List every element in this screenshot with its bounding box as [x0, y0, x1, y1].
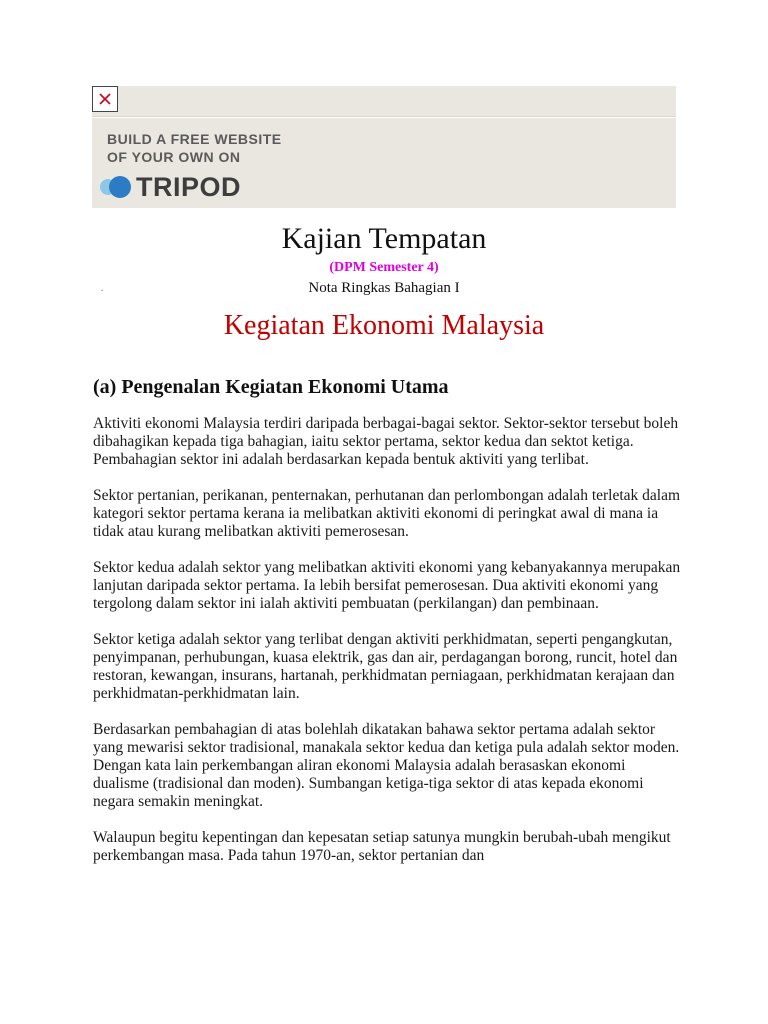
paragraph: Walaupun begitu kepentingan dan kepesatan setiap satunya mungkin berubah-ubah mengikut perkembangan masa. Pada tahun 1970-an, sektor pertanian dan: [93, 829, 671, 864]
stray-dot: .: [101, 283, 104, 294]
close-x-icon[interactable]: [92, 86, 118, 112]
section-title: Kegiatan Ekonomi Malaysia: [223, 310, 545, 341]
page-title: Kajian Tempatan: [281, 222, 487, 255]
paragraph: Sektor pertanian, perikanan, penternakan, perhutanan dan perlombongan adalah terletak dalam kategori sektor pertama kerana ia melibatkan aktiviti ekonomi di peringkat awal di mana ia tidak atau kurang melibatkan aktiviti pemerosesan.: [93, 487, 681, 540]
tripod-ad-banner[interactable]: [92, 118, 676, 208]
paragraph: Sektor kedua adalah sektor yang melibatkan aktiviti ekonomi yang kebanyakannya merupakan lanjutan daripada sektor pertama. Ia lebih bersifat pemerosesan. Dua aktiviti ekonomi yang tergolong dalam sektor ini ialah aktiviti pembuatan (perkilangan) dan pembinaan.: [93, 559, 681, 612]
notes-caption: Nota Ringkas Bahagian I: [308, 280, 460, 296]
sub-heading: (a) Pengenalan Kegiatan Ekonomi Utama: [93, 376, 449, 398]
article-body: [93, 415, 683, 883]
semester-subtitle: (DPM Semester 4): [329, 260, 439, 275]
tripod-logo: [98, 172, 241, 202]
ad-headline-line2: OF YOUR OWN ON: [107, 149, 241, 165]
paragraph: Berdasarkan pembahagian di atas bolehlah dikatakan bahawa sektor pertama adalah sektor yang mewarisi sektor tradisional, manakala sektor kedua dan ketiga pula adalah sektor moden. Dengan kata lain perkembangan aliran ekonomi Malaysia adalah berasaskan ekonomi dualisme (tradisional dan moden). Sumbangan ketiga-tiga sektor di atas kepada ekonomi negara semakin meningkat.: [93, 721, 680, 810]
tripod-logo-icon: [98, 174, 134, 200]
document-header: [0, 220, 768, 297]
paragraph: Aktiviti ekonomi Malaysia terdiri daripada berbagai-bagai sektor. Sektor-sektor tersebut boleh dibahagikan kepada tiga bahagian, iaitu sektor pertama, sektor kedua dan sektot ketiga. Pembahagian sektor ini adalah berdasarkan kepada bentuk aktiviti yang terlibat.: [93, 415, 679, 468]
paragraph: Sektor ketiga adalah sektor yang terlibat dengan aktiviti perkhidmatan, seperti pengangkutan, penyimpanan, perhubungan, kuasa elektrik, gas dan air, perdagangan borong, runcit, hotel dan restoran, kewangan, insurans, hartanah, perkhidmatan perniagaan, perkhidmatan kerajaan dan perkhidmatan-perkhidmatan lain.: [93, 631, 678, 702]
broken-image-bar: [92, 86, 676, 117]
tripod-brand-text: TRIPOD: [136, 172, 242, 202]
ad-headline-line1: BUILD A FREE WEBSITE: [107, 131, 282, 147]
close-x-glyph: [98, 92, 112, 106]
